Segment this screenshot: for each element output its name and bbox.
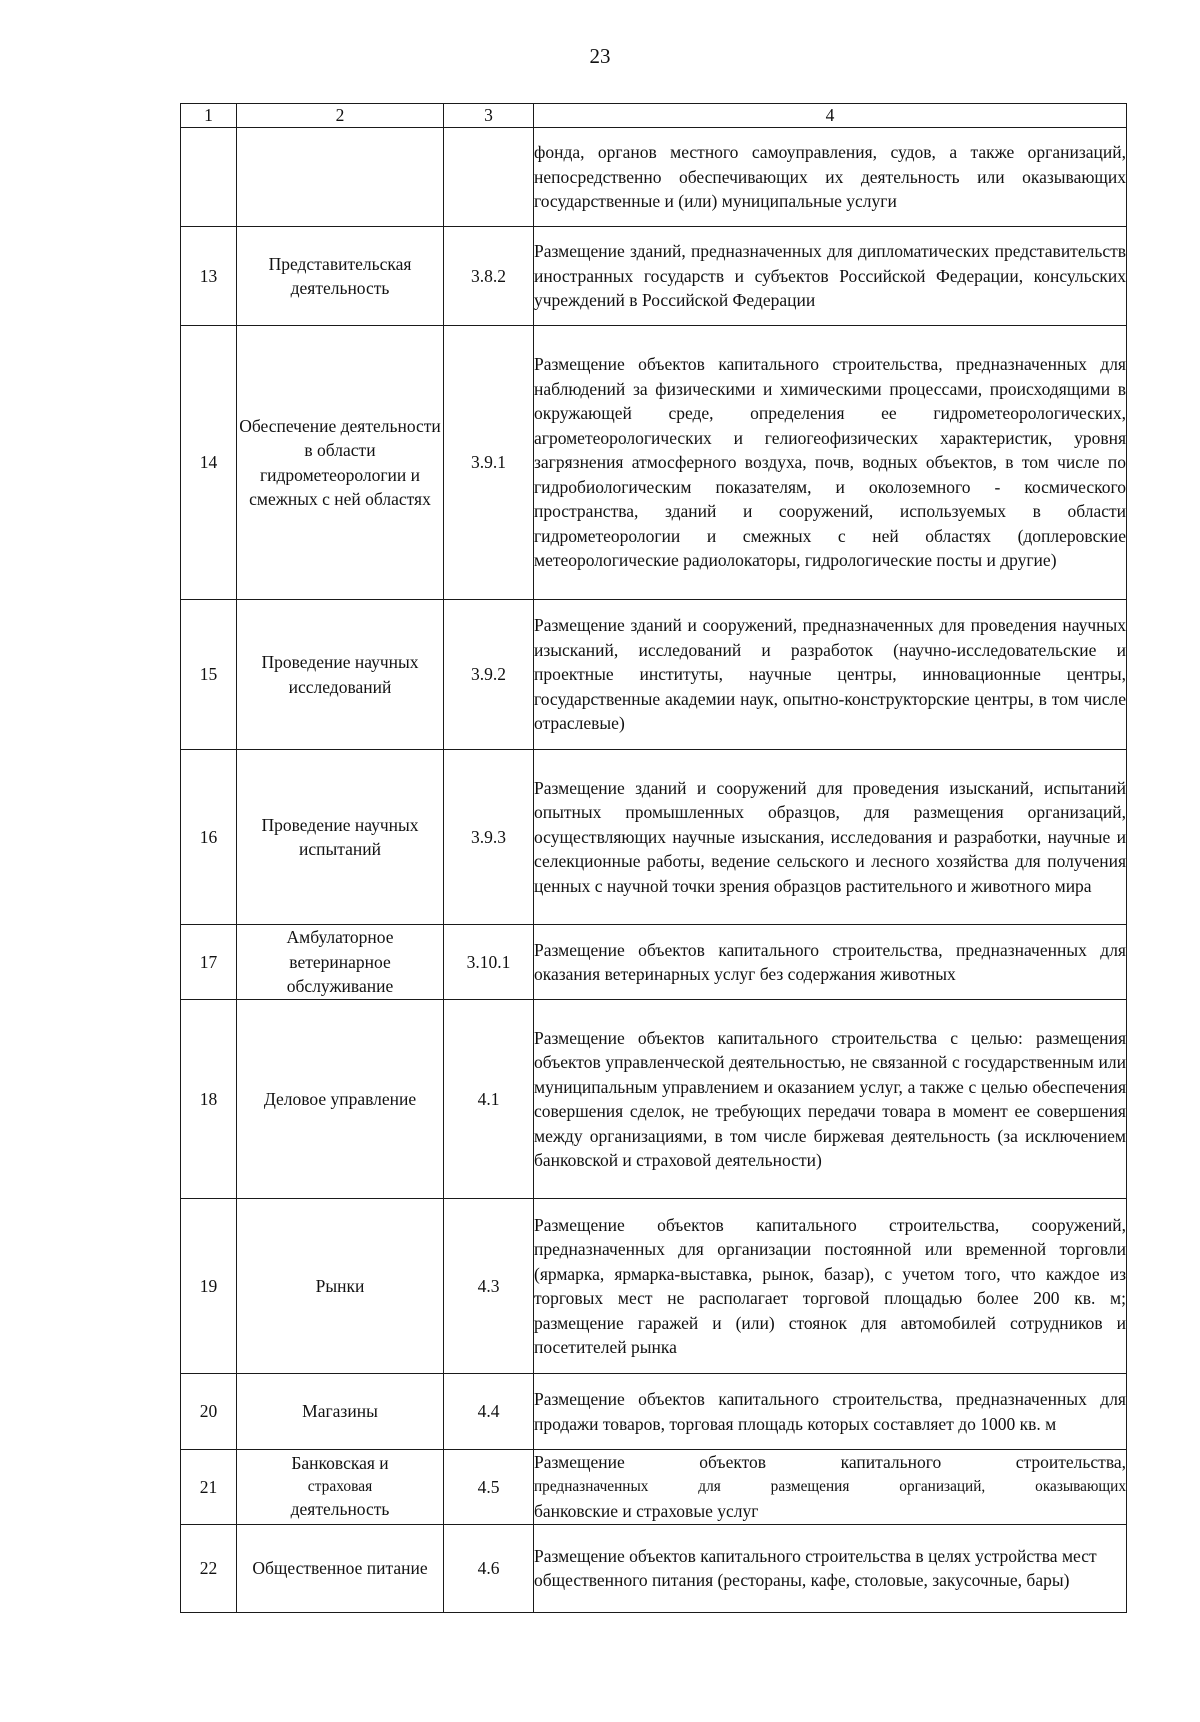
table-row	[181, 128, 1127, 227]
use-name-line: страховая	[307, 1478, 373, 1496]
use-code: 3.9.1	[444, 326, 534, 600]
use-name: Общественное питание	[237, 1524, 444, 1612]
use-description: Размещение зданий, предназначенных для дипломатических представительств иностранных государств и субъектов Российской Федерации, консульских учреждений в Российской Федерации	[534, 227, 1127, 326]
use-code: 4.6	[444, 1524, 534, 1612]
use-code	[444, 128, 534, 227]
use-name: Рынки	[237, 1199, 444, 1374]
table-row	[181, 925, 1127, 1000]
use-name: Представительская деятельность	[237, 227, 444, 326]
table-row	[181, 1000, 1127, 1199]
row-number: 20	[181, 1374, 237, 1450]
use-name: Проведение научных исследований	[237, 600, 444, 750]
use-description-line: предназначенных для размещения организаций, оказывающих	[534, 1477, 1126, 1495]
row-number: 14	[181, 326, 237, 600]
table-row	[181, 1450, 1127, 1525]
column-header-4: 4	[534, 104, 1127, 128]
use-name: Деловое управление	[237, 1000, 444, 1199]
land-use-table	[180, 103, 1127, 1613]
use-description: Размещение объектов капитального строительства, предназначенных для оказания ветеринарных услуг без содержания животных	[534, 925, 1127, 1000]
use-description: Размещение объектов капитального строительства, предназначенных для продажи товаров, торговая площадь которых составляет до 1000 кв. м	[534, 1374, 1127, 1450]
use-description: Размещение объектов капитального строительства с целью: размещения объектов управленческой деятельностью, не связанной с государственным или муниципальным управлением и оказанием услуг, а также с целью обеспечения совершения сделок, не требующих передачи товара в момент ее совершения между организациями, в том числе биржевая деятельность (за исключением банковской и страховой деятельности)	[534, 1000, 1127, 1199]
use-name-line: Банковская и	[291, 1453, 389, 1474]
column-header-3: 3	[444, 104, 534, 128]
use-name	[237, 1450, 444, 1525]
use-code: 3.10.1	[444, 925, 534, 1000]
row-number: 22	[181, 1524, 237, 1612]
use-name: Обеспечение деятельности в области гидрометеорологии и смежных с ней областях	[237, 326, 444, 600]
table-row	[181, 227, 1127, 326]
use-name: Магазины	[237, 1374, 444, 1450]
row-number: 18	[181, 1000, 237, 1199]
row-number: 19	[181, 1199, 237, 1374]
use-name-line: деятельность	[290, 1499, 390, 1520]
use-code: 3.8.2	[444, 227, 534, 326]
use-name: Проведение научных испытаний	[237, 750, 444, 925]
row-number: 15	[181, 600, 237, 750]
table-row	[181, 1524, 1127, 1612]
use-code: 4.3	[444, 1199, 534, 1374]
row-number: 16	[181, 750, 237, 925]
column-header-1: 1	[181, 104, 237, 128]
use-description-line: банковские и страховые услуг	[534, 1501, 759, 1521]
use-name: Амбулаторное ветеринарное обслуживание	[237, 925, 444, 1000]
use-code: 4.4	[444, 1374, 534, 1450]
use-description: Размещение объектов капитального строительства, предназначенных для наблюдений за физическими и химическими процессами, происходящими в окружающей среде, определения ее гидрометеорологических, агрометеорологических и гелиогеофизических характеристик, уровня загрязнения атмосферного воздуха, почв, водных объектов, в том числе по гидробиологическим показателям, и околоземного - космического пространства, зданий и сооружений, используемых в области гидрометеорологии и смежных с ней областях (доплеровские метеорологические радиолокаторы, гидрологические посты и другие)	[534, 326, 1127, 600]
row-number: 21	[181, 1450, 237, 1525]
use-description: Размещение объектов капитального строительства в целях устройства мест общественного питания (рестораны, кафе, столовые, закусочные, бары)	[534, 1524, 1127, 1612]
table-header-row	[181, 104, 1127, 128]
use-description: Размещение объектов капитального строительства, сооружений, предназначенных для организации постоянной или временной торговли (ярмарка, ярмарка-выставка, рынок, базар), с учетом того, что каждое из торговых мест не располагает торговой площадью более 200 кв. м; размещение гаражей и (или) стоянок для автомобилей сотрудников и посетителей рынка	[534, 1199, 1127, 1374]
use-description-line: Размещение объектов капитального строительства,	[534, 1452, 1126, 1472]
use-code: 4.5	[444, 1450, 534, 1525]
use-code: 4.1	[444, 1000, 534, 1199]
table-row	[181, 326, 1127, 600]
row-number: 13	[181, 227, 237, 326]
use-description: Размещение зданий и сооружений для проведения изысканий, испытаний опытных промышленных образцов, для размещения организаций, осуществляющих научные изыскания, исследования и разработки, научные и селекционные работы, ведение сельского и лесного хозяйства для получения ценных с научной точки зрения образцов растительного и животного мира	[534, 750, 1127, 925]
table-row	[181, 1374, 1127, 1450]
use-code: 3.9.3	[444, 750, 534, 925]
table-row	[181, 750, 1127, 925]
column-header-2: 2	[237, 104, 444, 128]
use-code: 3.9.2	[444, 600, 534, 750]
use-description: Размещение зданий и сооружений, предназначенных для проведения научных изысканий, исследований и разработок (научно-исследовательские и проектные институты, научные центры, инновационные центры, государственные академии наук, опытно-конструкторские центры, в том числе отраслевые)	[534, 600, 1127, 750]
row-number	[181, 128, 237, 227]
use-name	[237, 128, 444, 227]
use-description: фонда, органов местного самоуправления, судов, а также организаций, непосредственно обеспечивающих их деятельность или оказывающих государственные и (или) муниципальные услуги	[534, 128, 1127, 227]
row-number: 17	[181, 925, 237, 1000]
use-description	[534, 1450, 1127, 1525]
table-row	[181, 600, 1127, 750]
table-row	[181, 1199, 1127, 1374]
page-number: 23	[589, 44, 611, 68]
